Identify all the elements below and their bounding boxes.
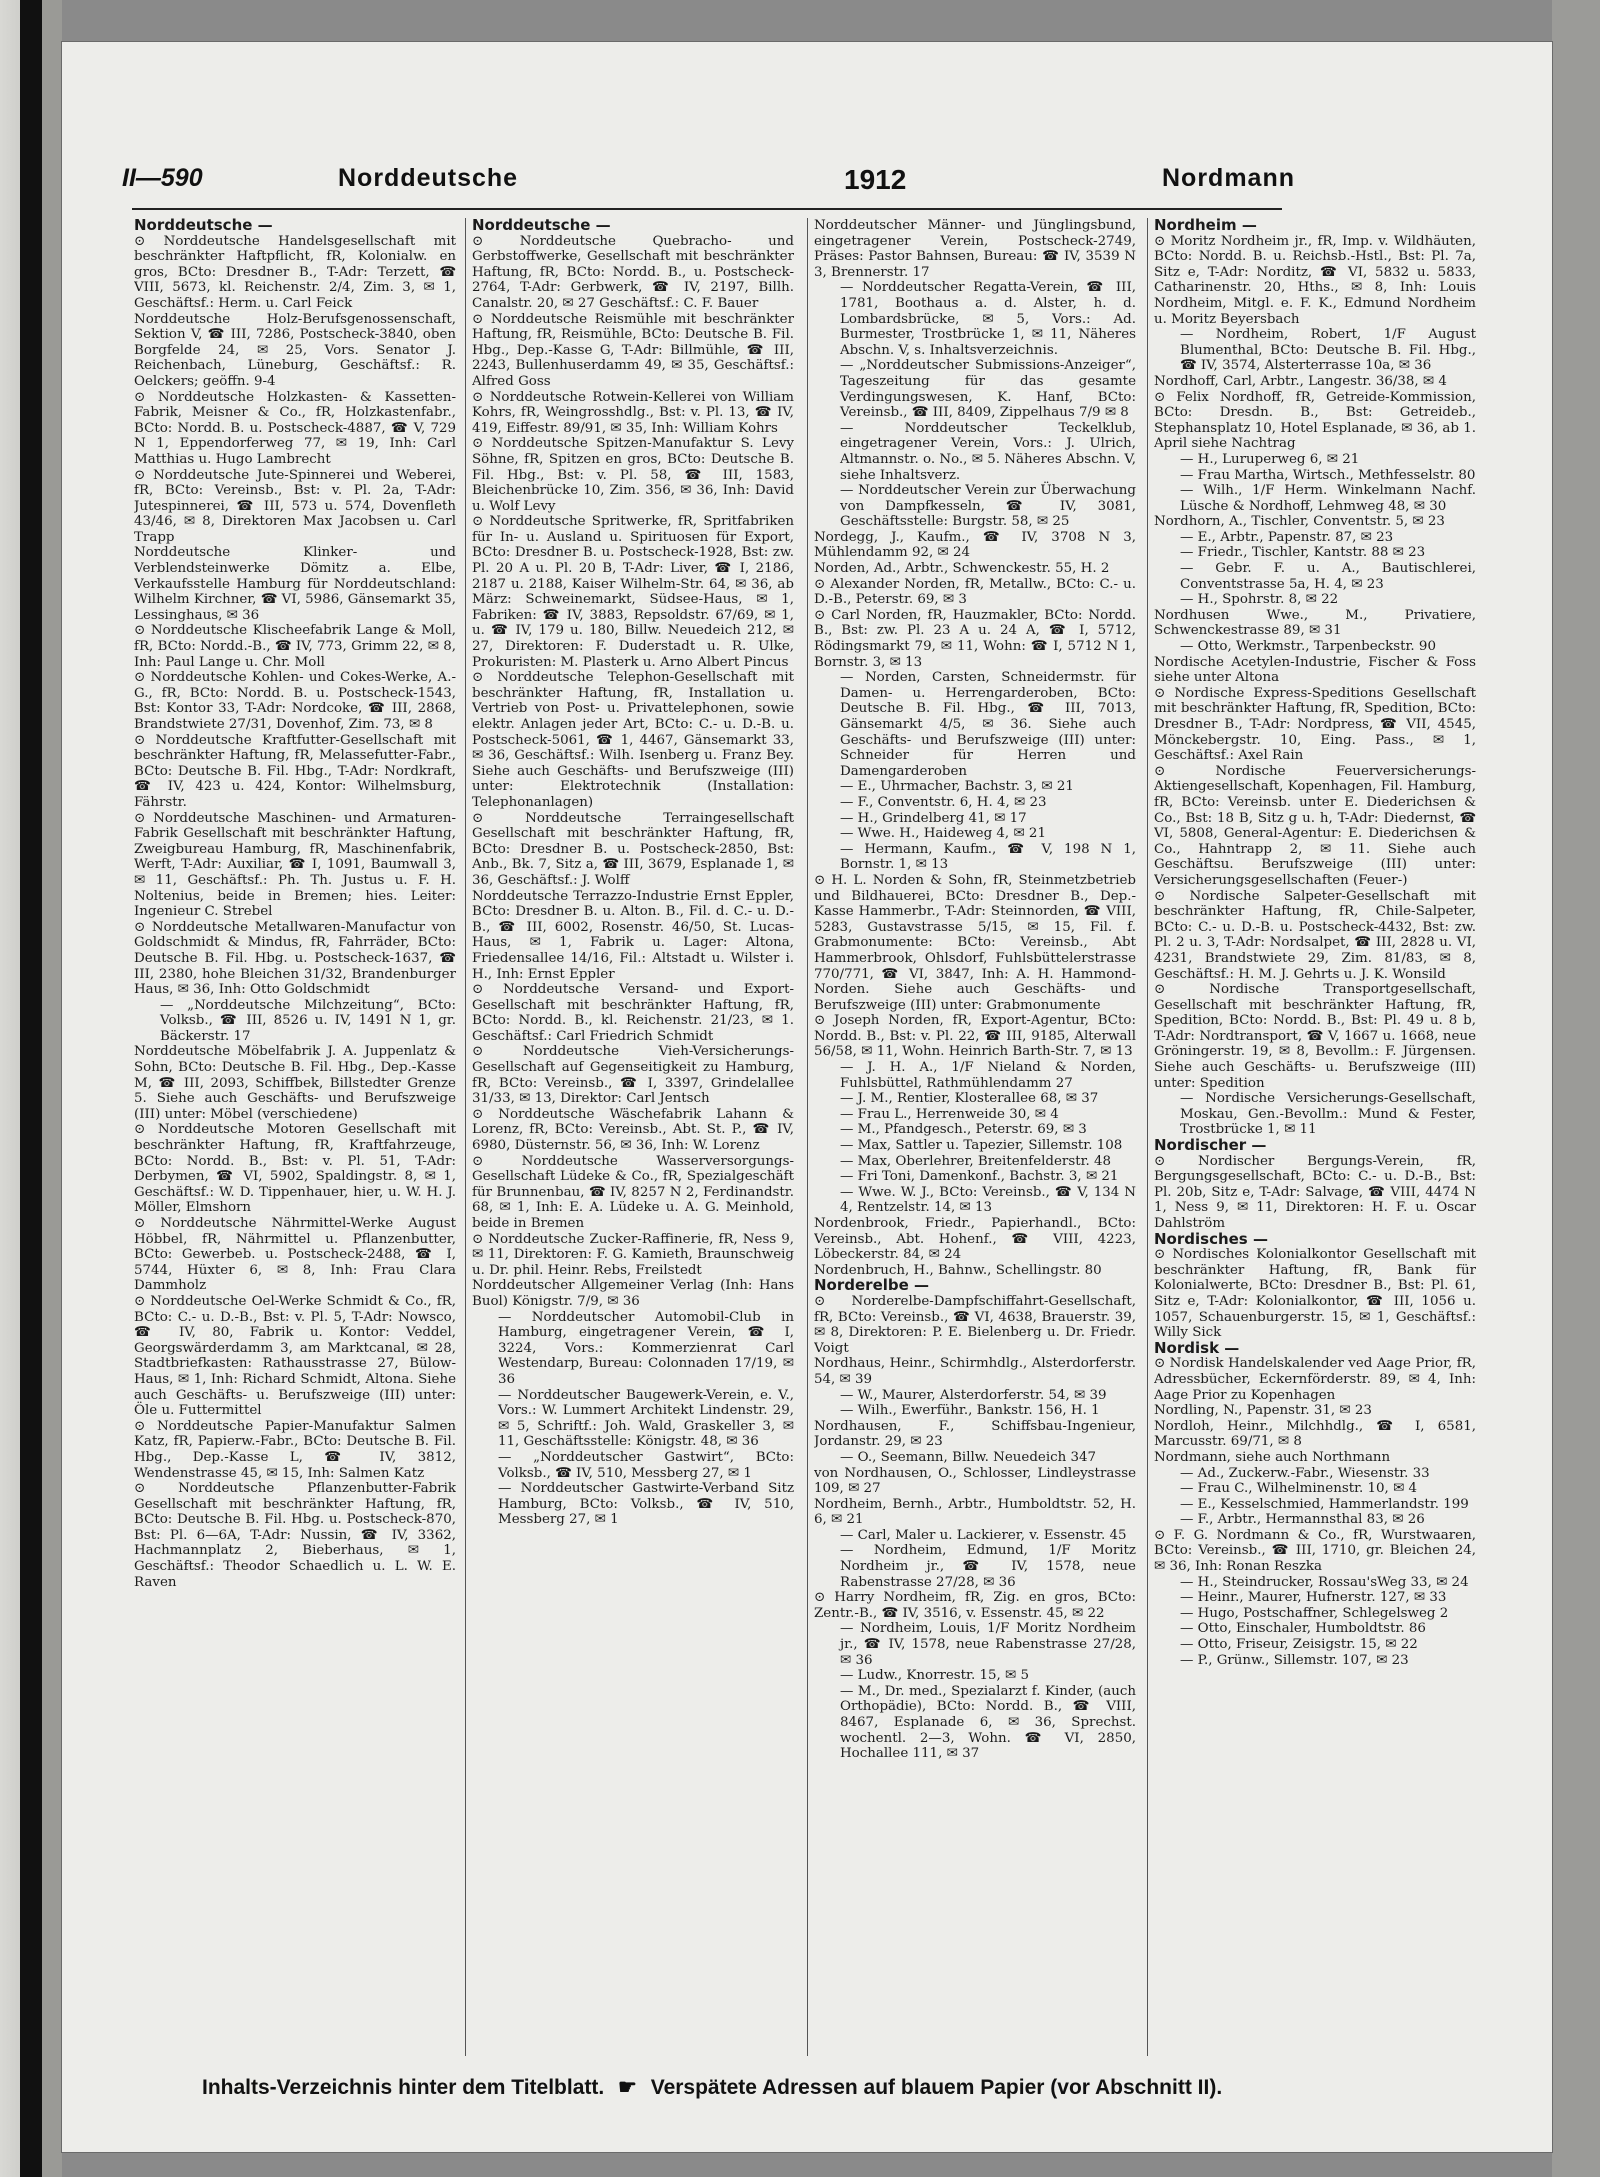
directory-entry: Nordisk — (1154, 1338, 1240, 1357)
column-4 (1154, 218, 1476, 2056)
directory-entry: Nordegg, J., Kaufm., ☎ IV, 3708 N 3, Mühlendamm 92, ✉ 24 (814, 529, 1136, 561)
scan-right-edge (1552, 0, 1600, 2177)
directory-entry: ⊙ Norddeutsche Wasserversorgungs-Gesellschaft Lüdeke & Co., fR, Spezialgeschäft für Brunnenbau, ☎ IV, 8257 N 2, Ferdinandstr. 68, ✉ 1, Inh: E. A. Lüdeke u. A. G. Meinhold, beide in Bremen (472, 1153, 794, 1231)
directory-entry: — „Norddeutscher Submissions-Anzeiger“, Tageszeitung für das gesamte Verdingungswesen, K. Hanf, BCto: Vereinsb., ☎ III, 8409, Zippelhaus 7/9 ✉ 8 (840, 358, 1136, 421)
directory-entry: ⊙ Norddeutsche Pflanzenbutter-Fabrik Gesellschaft mit beschränkter Haftung, fR, BCto: Deutsche B. Fil. Hbg. u. Postscheck-870, Bst: Pl. 6—6A, T-Adr: Nussin, ☎ IV, 3362, Hachmannplatz 2, Bieberhaus, ✉ 1, Geschäftsf.: Theodor Schaedlich u. L. W. E. Raven (134, 1481, 456, 1590)
directory-entry: — Carl, Maler u. Lackierer, v. Essenstr. 45 (840, 1527, 1127, 1543)
directory-entry: — Norddeutscher Gastwirte-Verband Sitz Hamburg, BCto: Volksb., ☎ IV, 510, Messberg 27, ✉ 1 (498, 1481, 794, 1528)
directory-entry: ⊙ Norddeutsche Kohlen- und Cokes-Werke, A.-G., fR, BCto: Nordd. B. u. Postscheck-1543, Bst: Kontor 33, T-Adr: Nordcoke, ☎ III, 2868, Brandstwiete 27/31, Dovenhof, Zim. 73, ✉ 8 (134, 670, 456, 732)
directory-entry: ⊙ Norddeutsche Rotwein-Kellerei von William Kohrs, fR, Weingrosshdlg., Bst: v. Pl. 13, ☎ IV, 419, Eiffestr. 89/91, ✉ 35, Inh: William Kohrs (472, 389, 794, 436)
directory-entry: Nordhaus, Heinr., Schirmhdlg., Alsterdorferstr. 54, ✉ 39 (814, 1356, 1136, 1387)
directory-entry: — Norddeutscher Verein zur Überwachung von Dampfkesseln, ☎ IV, 3081, Geschäftsstelle: Burgstr. 58, ✉ 25 (840, 483, 1136, 530)
directory-entry: Nordenbruch, H., Bahnw., Schellingstr. 80 (814, 1262, 1102, 1278)
directory-entry: — Otto, Einschaler, Humboldtstr. 86 (1180, 1621, 1426, 1637)
directory-entry: — Wwe. W. J., BCto: Vereinsb., ☎ V, 134 N 4, Rentzelstr. 14, ✉ 13 (840, 1184, 1136, 1216)
column-3 (814, 218, 1136, 2056)
directory-entry: Nordmann, siehe auch Northmann (1154, 1449, 1391, 1465)
directory-entry: Norderelbe — (814, 1276, 930, 1295)
directory-entry: ⊙ Norddeutsche Zucker-Raffinerie, fR, Ness 9, ✉ 11, Direktoren: F. G. Kamieth, Braunschweig u. Dr. phil. Heinr. Rebs, Freilstedt (472, 1231, 794, 1278)
directory-entry: — Wilh., Ewerführ., Bankstr. 156, H. 1 (840, 1403, 1100, 1419)
directory-entry: ⊙ Carl Norden, fR, Hauzmakler, BCto: Nordd. B., Bst: zw. Pl. 23 A u. 24 A, ☎ I, 5712, Rödingsmarkt 79, ✉ 11, Wohn: ☎ I, 5712 N 1, Bornstr. 3, ✉ 13 (814, 607, 1136, 670)
directory-entry: — H., Luruperweg 6, ✉ 21 (1180, 451, 1360, 467)
directory-entry: von Nordhausen, O., Schlosser, Lindleystrasse 109, ✉ 27 (814, 1465, 1136, 1497)
directory-entry: ⊙ Norddeutsche Spitzen-Manufaktur S. Levy Söhne, fR, Spitzen en gros, BCto: Deutsche B. Fil. Hbg., Bst: v. Pl. 58, ☎ III, 1583, Bleichenbrücke 10, Zim. 356, ✉ 36, Inh: David u. Wolf Levy (472, 436, 794, 514)
directory-entry: Nordischer — (1154, 1136, 1267, 1155)
directory-entry: — Norden, Carsten, Schneidermstr. für Damen- u. Herrengarderoben, BCto: Deutsche B. Fil. Hbg., ☎ III, 7013, Gänsemarkt 4/5, ✉ 36. Siehe auch Geschäfts- und Berufszweige (III) unter: Schneider für Herren und Damengarderoben (840, 670, 1136, 779)
directory-entry: — J. M., Rentier, Klosterallee 68, ✉ 37 (840, 1091, 1099, 1107)
directory-entry: ⊙ Nordische Express-Speditions Gesellschaft mit beschränkter Haftung, fR, Spedition, BCto: Dresdner B., T-Adr: Nordpress, ☎ VII, 4545, Mönckebergstr. 10, Eing. Pass., ✉ 1, Geschäftsf.: Axel Rain (1154, 685, 1476, 764)
column-divider (807, 218, 808, 2056)
directory-entry: ⊙ Norddeutsche Metallwaren-Manufactur von Goldschmidt & Mindus, fR, Fahrräder, BCto: Deutsche B. Fil. Hbg. u. Postscheck-1637, ☎ III, 2380, hohe Bleichen 31/32, Brandenburger Haus, ✉ 36, Inh: Otto Goldschmidt (134, 919, 456, 998)
directory-entry: ⊙ Norddeutsche Oel-Werke Schmidt & Co., fR, BCto: C.- u. D.-B., Bst: v. Pl. 5, T-Adr: Nowsco, ☎ IV, 80, Fabrik u. Kontor: Veddel, Georgswärderdamm 3, am Marktcanal, ✉ 28, Stadtbriefkasten: Rathausstrasse 27, Bülow-Haus, ✉ 1, Inh: Richard Schmidt, Altona. Siehe auch Geschäfts- u. Berufszweige (III) unter: Öle u. Futtermittel (134, 1293, 456, 1419)
directory-entry: — F., Conventstr. 6, H. 4, ✉ 23 (840, 794, 1047, 810)
directory-entry: — Ludw., Knorrestr. 15, ✉ 5 (840, 1668, 1030, 1684)
directory-entry: ⊙ Norddeutsche Maschinen- und Armaturen-Fabrik Gesellschaft mit beschränkter Haftung, Zweigbureau Hamburg, fR, Maschinenfabrik, Werft, T-Adr: Auxiliar, ☎ I, 1091, Baumwall 3, ✉ 11, Geschäftsf.: Ph. Th. Justus u. F. H. Noltenius, beide in Bremen; hies. Leiter: Ingenieur C. Strebel (134, 810, 456, 920)
directory-entry: — Max, Sattler u. Tapezier, Sillemstr. 108 (840, 1138, 1123, 1154)
directory-entry: — H., Steindrucker, Rossau'sWeg 33, ✉ 24 (1180, 1574, 1469, 1590)
directory-entry: ⊙ Norddeutsche Spritwerke, fR, Spritfabriken für In- u. Ausland u. Spirituosen für Export, BCto: Dresdner B. u. Postscheck-1928, Bst: zw. Pl. 20 A u. Pl. 20 B, T-Adr: Liver, ☎ I, 2186, 2187 u. 2188, Kaiser Wilhelm-Str. 64, ✉ 36, ab März: Schweinemarkt, Südsee-Haus, ✉ 1, Fabriken: ☎ IV, 3883, Repsoldstr. 67/69, ✉ 1, u. ☎ IV, 179 u. 180, Billw. Neuedeich 212, ✉ 27, Direktoren: F. Duderstadt u. R. Ulke, Prokuristen: M. Plasterk u. Arno Albert Pincus (472, 514, 794, 670)
directory-entry: Nordheim, Bernh., Arbtr., Humboldtstr. 52, H. 6, ✉ 21 (814, 1496, 1136, 1528)
directory-entry: ⊙ Nordische Feuerversicherungs-Aktiengesellschaft, Kopenhagen, Fil. Hamburg, fR, BCto: Vereinsb. unter E. Diederichsen & Co., Bst: 18 B, Sitz g u. h, T-Adr: Diedernst, ☎ VI, 5808, General-Agentur: E. Diederichsen & Co., Hahntrapp 2, ✉ 11. Siehe auch Geschäftsu. Berufszweige (III) unter: Versicherungsgesellschaften (Feuer-) (1154, 763, 1476, 888)
page-footer (202, 2075, 1302, 2105)
header-rule (132, 208, 1282, 210)
directory-entry: — Nordheim, Robert, 1/F August Blumenthal, BCto: Deutsche B. Fil. Hbg., ☎ IV, 3574, Alsterterrasse 10a, ✉ 36 (1180, 327, 1476, 374)
column-divider (465, 218, 466, 2056)
directory-entry: Norddeutsche — (134, 218, 273, 234)
column-divider (1147, 218, 1148, 2056)
column-1 (134, 218, 456, 2056)
directory-entry: Nordhoff, Carl, Arbtr., Langestr. 36/38, ✉ 4 (1154, 373, 1447, 389)
directory-entry: — Norddeutscher Regatta-Verein, ☎ III, 1781, Boothaus a. d. Alster, h. d. Lombardsbrücke, ✉ 5, Vors.: Ad. Burmester, Trostbrücke 1, ✉ 11, Näheres Abschn. V, s. Inhaltsverzeichnis. (840, 280, 1136, 358)
directory-entry: Norddeutsche Möbelfabrik J. A. Juppenlatz & Sohn, BCto: Deutsche B. Fil. Hbg., Dep.-Kasse M, ☎ III, 2093, Schiffbek, Billstedter Grenze 5. Siehe auch Geschäfts- und Berufszweige (III) unter: Möbel (verschiedene) (134, 1044, 456, 1122)
directory-entry: — „Norddeutscher Gastwirt“, BCto: Volksb., ☎ IV, 510, Messberg 27, ✉ 1 (498, 1449, 794, 1481)
directory-entry: — E., Kesselschmied, Hammerlandstr. 199 (1180, 1496, 1469, 1512)
directory-entry: — „Norddeutsche Milchzeitung“, BCto: Volksb., ☎ III, 8526 u. IV, 1491 N 1, gr. Bäckerstr. 17 (160, 997, 456, 1044)
directory-entry: ⊙ Norddeutsche Telephon-Gesellschaft mit beschränkter Haftung, fR, Installation u. Vertrieb von Post- u. Privattelephonen, sowie elektr. Anlagen jeder Art, BCto: C.- u. D.-B. u. Postscheck-5061, ☎ 1, 4467, Gänsemarkt 33, ✉ 36, Geschäftsf.: Wilh. Isenberg u. Franz Bey. Siehe auch Geschäfts- und Berufszweige (III) unter: Elektrotechnik (Installation: Telephonanlagen) (472, 670, 794, 810)
directory-entry: ⊙ Norddeutsche Wäschefabrik Lahann & Lorenz, fR, BCto: Vereinsb., Abt. St. P., ☎ IV, 6980, Düsternstr. 56, ✉ 36, Inh: W. Lorenz (472, 1106, 794, 1154)
first-entry-heading: Norddeutsche (338, 164, 519, 192)
directory-entry: Nordhausen, F., Schiffsbau-Ingenieur, Jordanstr. 29, ✉ 23 (814, 1418, 1136, 1450)
page-header (122, 164, 1295, 202)
page-number: II—590 (122, 164, 203, 192)
directory-entry: — Hugo, Postschaffner, Schlegelsweg 2 (1180, 1605, 1449, 1621)
directory-entry: — Nordische Versicherungs-Gesellschaft, Moskau, Gen.-Bevollm.: Mund & Fester, Trostbrücke 1, ✉ 11 (1180, 1091, 1476, 1138)
directory-entry: ⊙ Norderelbe-Dampfschiffahrt-Gesellschaft, fR, BCto: Vereinsb., ☎ VI, 4638, Brauerstr. 39, ✉ 8, Direktoren: P. E. Bielenberg u. Dr. Friedr. Voigt (814, 1293, 1136, 1356)
directory-entry: ⊙ Nordische Transportgesellschaft, Gesellschaft mit beschränkter Haftung, fR, Spedition, BCto: Nordd. B., Bst: Pl. 49 u. 8 b, T-Adr: Nordtransport, ☎ V, 1667 u. 1668, neue Gröningerstr. 19, ✉ 8, Bevollm.: F. Jürgensen. Siehe auch Geschäfts- u. Berufszweige (III) unter: Spedition (1154, 982, 1476, 1091)
directory-entry: ⊙ Norddeutsche Terraingesellschaft Gesellschaft mit beschränkter Haftung, fR, BCto: Dresdner B. u. Postscheck-2850, Bst: Anb., Bk. 7, Sitz a, ☎ III, 3679, Esplanade 1, ✉ 36, Geschäftsf.: J. Wolff (472, 810, 794, 888)
directory-entry: — Wwe. H., Haideweg 4, ✉ 21 (840, 826, 1046, 842)
directory-entry: — Ad., Zuckerw.-Fabr., Wiesenstr. 33 (1180, 1465, 1430, 1481)
directory-entry: ⊙ Joseph Norden, fR, Export-Agentur, BCto: Nordd. B., Bst: v. Pl. 22, ☎ III, 9185, Alterwall 56/58, ✉ 11, Wohn. Heinrich Barth-Str. 7, ✉ 13 (814, 1013, 1136, 1060)
directory-entry: ⊙ Norddeutsche Kraftfutter-Gesellschaft mit beschränkter Haftung, fR, Melassefutter-Fabr., BCto: Deutsche B. Fil. Hbg., T-Adr: Nordkraft, ☎ IV, 423 u. 424, Kontor: Wilhelmsburg, Fährstr. (134, 732, 456, 810)
directory-entry: — Hermann, Kaufm., ☎ V, 198 N 1, Bornstr. 1, ✉ 13 (840, 841, 1136, 873)
directory-entry: Norddeutsche Klinker- und Verblendsteinwerke Dömitz a. Elbe, Verkaufsstelle Hamburg für Norddeutschland: Wilhelm Kirchner, ☎ VI, 5986, Gänsemarkt 35, Lessinghaus, ✉ 36 (134, 545, 456, 623)
directory-entry: Nordling, N., Papenstr. 31, ✉ 23 (1154, 1403, 1372, 1419)
directory-entry: Nordloh, Heinr., Milchhdlg., ☎ I, 6581, Marcusstr. 69/71, ✉ 8 (1154, 1418, 1476, 1450)
directory-entry: — Heinr., Maurer, Hufnerstr. 127, ✉ 33 (1180, 1590, 1447, 1606)
directory-entry: ⊙ Norddeutsche Vieh-Versicherungs-Gesellschaft auf Gegenseitigkeit zu Hamburg, fR, BCto: Vereinsb., ☎ I, 3397, Grindelallee 31/33, ✉ 13, Direktor: Carl Jentsch (472, 1044, 794, 1107)
directory-entry: ⊙ Nordischer Bergungs-Verein, fR, Bergungsgesellschaft, BCto: C.- u. D.-B., Bst: Pl. 20b, Sitz e, T-Adr: Salvage, ☎ VIII, 4474 N 1, Ness 9, ✉ 11, Direktoren: H. F. u. Oscar Dahlström (1154, 1153, 1476, 1231)
directory-entry: ⊙ Felix Nordhoff, fR, Getreide-Kommission, BCto: Dresdn. B., Bst: Getreideb., Stephansplatz 10, Hotel Esplanade, ✉ 36, ab 1. April siehe Nachtrag (1154, 389, 1476, 452)
directory-entry: ⊙ Norddeutsche Jute-Spinnerei und Weberei, fR, BCto: Vereinsb., Bst: v. Pl. 2a, T-Adr: Jutespinnerei, ☎ III, 573 u. 574, Dovenfleth 43/46, ✉ 8, Direktoren Max Jacobsen u. Carl Trapp (134, 467, 456, 545)
directory-entry: — Frau Martha, Wirtsch., Methfesselstr. 80 (1180, 467, 1476, 483)
footer-late-addresses-note: Verspätete Adressen auf blauem Papier (vor Abschnitt II). (650, 2076, 1223, 2099)
directory-entry: ⊙ Nordische Salpeter-Gesellschaft mit beschränkter Haftung, fR, Chile-Salpeter, BCto: C.- u. D.-B. u. Postscheck-4432, Bst: zw. Pl. 2 u. 3, T-Adr: Nordsalpet, ☎ III, 2828 u. VI, 4231, Brandstwiete 29, Zim. 81/83, ✉ 8, Geschäftsf.: H. M. J. Gehrts u. J. K. Wonsild (1154, 888, 1476, 982)
footer-index-note: Inhalts-Verzeichnis hinter dem Titelblatt. (202, 2076, 605, 2099)
directory-entry: — Norddeutscher Baugewerk-Verein, e. V., Vors.: W. Lummert Architekt Lindenstr. 29, ✉ 5, Schriftf.: Joh. Wald, Graskeller 3, ✉ 11, Geschäftsstelle: Königstr. 48, ✉ 36 (498, 1387, 794, 1450)
pointing-hand-icon: ☛ (618, 2076, 637, 2099)
directory-entry: Nordische Acetylen-Industrie, Fischer & Foss siehe unter Altona (1154, 654, 1476, 686)
directory-entry: ⊙ Harry Nordheim, fR, Zig. en gros, BCto: Zentr.-B., ☎ IV, 3516, v. Essenstr. 45, ✉ 22 (814, 1590, 1136, 1621)
directory-entry: Norddeutscher Männer- und Jünglingsbund, eingetragener Verein, Postscheck-2749, Präses: Pastor Bahnsen, Bureau: ☎ IV, 3539 N 3, Brennerstr. 17 (814, 218, 1136, 280)
scan-left-edge (0, 0, 62, 2177)
directory-entry: — E., Arbtr., Papenstr. 87, ✉ 23 (1180, 529, 1394, 545)
directory-entry: — Gebr. F. u. A., Bautischlerei, Conventstrasse 5a, H. 4, ✉ 23 (1180, 561, 1476, 592)
directory-entry: Nordisches — (1154, 1229, 1268, 1248)
directory-entry: — Nordheim, Louis, 1/F Moritz Nordheim jr., ☎ IV, 1578, neue Rabenstrasse 27/28, ✉ 36 (840, 1621, 1136, 1668)
directory-entry: — H., Spohrstr. 8, ✉ 22 (1180, 592, 1339, 608)
directory-entry: ⊙ Norddeutsche Versand- und Export-Gesellschaft mit beschränkter Haftung, fR, BCto: Nordd. B., kl. Reichenstr. 21/23, ✉ 1. Geschäftsf.: Carl Friedrich Schmidt (472, 982, 794, 1044)
directory-entry: Norddeutsche — (472, 218, 611, 234)
directory-entry: — H., Grindelberg 41, ✉ 17 (840, 810, 1027, 826)
directory-entry: Nordhorn, A., Tischler, Conventstr. 5, ✉ 23 (1154, 514, 1445, 530)
directory-entry: ⊙ H. L. Norden & Sohn, fR, Steinmetzbetrieb und Bildhauerei, BCto: Dresdner B., Dep.-Kasse Hammerbr., T-Adr: Steinnorden, ☎ VIII, 5283, Gustavstrasse 5/15, ✉ 15, Fil. f. Grabmonumente: BCto: Vereinsb., Abt Hammerbrook, Ohlsdorf, Fuhlsbüttelerstrasse 770/771, ☎ VI, 3847, Inh: A. H. Hammond-Norden. Siehe auch Geschäfts- und Berufszweige (III) unter: Grabmonumente (814, 872, 1136, 1013)
directory-entry: ⊙ Nordisches Kolonialkontor Gesellschaft mit beschränkter Haftung, fR, Bank für Kolonialwerte, BCto: Dresdner B., Bst: Pl. 61, Sitz e, T-Adr: Kolonialkontor, ☎ III, 1056 u. 1057, Schauenburgerstr. 15, ✉ 1, Geschäftsf.: Willy Sick (1154, 1247, 1476, 1341)
directory-entry: Norddeutscher Allgemeiner Verlag (Inh: Hans Buol) Königstr. 7/9, ✉ 36 (472, 1278, 794, 1309)
directory-entry: — J. H. A., 1/F Nieland & Norden, Fuhlsbüttel, Rathmühlendamm 27 (840, 1060, 1136, 1091)
directory-entry: ⊙ Norddeutsche Handelsgesellschaft mit beschränkter Haftpflicht, fR, Kolonialw. en gros, BCto: Dresdner B., T-Adr: Terzett, ☎ VIII, 5673, kl. Reichenstr. 2/4, Zim. 3, ✉ 1, Geschäftsf.: Herm. u. Carl Feick (134, 233, 456, 311)
directory-page (62, 42, 1552, 2152)
directory-entry: ⊙ Norddeutsche Nährmittel-Werke August Höbbel, fR, Nährmittel u. Pflanzenbutter, BCto: Gewerbeb. u. Postscheck-2488, ☎ I, 5744, Hüxter 6, ✉ 8, Inh: Frau Clara Dammholz (134, 1216, 456, 1294)
directory-entry: Norddeutsche Terrazzo-Industrie Ernst Eppler, BCto: Dresdner B. u. Alton. B., Fil. d. C.- u. D.-B., ☎ III, 6002, Rosenstr. 46/50, St. Lucas-Haus, ✉ 1, Fabrik u. Lager: Altona, Friedensallee 14/16, Fil.: Altstadt u. Wilster i. H., Inh: Ernst Eppler (472, 888, 794, 982)
directory-entry: — M., Pfandgesch., Peterstr. 69, ✉ 3 (840, 1122, 1087, 1138)
directory-entry: Norden, Ad., Arbtr., Schwenckestr. 55, H. 2 (814, 561, 1110, 577)
directory-entry: — F., Arbtr., Hermannsthal 83, ✉ 26 (1180, 1512, 1425, 1528)
directory-entry: Nordheim — (1154, 218, 1257, 234)
directory-entry: — E., Uhrmacher, Bachstr. 3, ✉ 21 (840, 779, 1074, 795)
directory-entry: — O., Seemann, Billw. Neuedeich 347 (840, 1449, 1097, 1465)
directory-entry: — Otto, Friseur, Zeisigstr. 15, ✉ 22 (1180, 1637, 1418, 1653)
directory-entry: ⊙ Nordisk Handelskalender ved Aage Prior, fR, Adressbücher, Eckernförderstr. 89, ✉ 4, Inh: Aage Prior zu Kopenhagen (1154, 1356, 1476, 1403)
directory-entry: — Frau L., Herrenweide 30, ✉ 4 (840, 1106, 1059, 1122)
column-2 (472, 218, 794, 2056)
directory-entry: ⊙ Norddeutsche Reismühle mit beschränkter Haftung, fR, Reismühle, BCto: Deutsche B. Fil. Hbg., Dep.-Kasse G, T-Adr: Billmühle, ☎ III, 2243, Bullenhuserdamm 49, ✉ 35, Geschäftsf.: Alfred Goss (472, 311, 794, 389)
directory-entry: — W., Maurer, Alsterdorferstr. 54, ✉ 39 (840, 1387, 1107, 1403)
directory-entry: ⊙ Moritz Nordheim jr., fR, Imp. v. Wildhäuten, BCto: Nordd. B. u. Reichsb.-Hstl., Bst: Pl. 7a, Sitz e, T-Adr: Norditz, ☎ VI, 5832 u. 5833, Catharinenstr. 20, Hths., ✉ 8, Inh: Louis Nordheim, Mitgl. e. F. K., Edmund Nordheim u. Moritz Beyersbach (1154, 233, 1476, 327)
directory-entry: ⊙ Alexander Norden, fR, Metallw., BCto: C.- u. D.-B., Peterstr. 69, ✉ 3 (814, 576, 1136, 608)
directory-entry: ⊙ Norddeutsche Quebracho- und Gerbstoffwerke, Gesellschaft mit beschränkter Haftung, fR, BCto: Nordd. B., u. Postscheck-2764, T-Adr: Gerbwerk, ☎ IV, 2197, Billh. Canalstr. 20, ✉ 27 Geschäftsf.: C. F. Bauer (472, 233, 794, 311)
directory-entry: ⊙ Norddeutsche Klischeefabrik Lange & Moll, fR, BCto: Nordd.-B., ☎ IV, 773, Grimm 22, ✉ 8, Inh: Paul Lange u. Chr. Moll (134, 623, 456, 670)
directory-entry: Norddeutsche Holz-Berufsgenossenschaft, Sektion V, ☎ III, 7286, Postscheck-3840, oben Borgfelde 24, ✉ 25, Vors. Senator J. Reichenbach, Lüneburg, Geschäftsf.: R. Oelckers; geöffn. 9-4 (134, 311, 456, 389)
directory-entry: — Norddeutscher Teckelklub, eingetragener Verein, Vors.: J. Ulrich, Altmannstr. o. No., ✉ 5. Näheres Abschn. V, siehe Inhaltsverz. (840, 420, 1136, 483)
directory-entry: — Norddeutscher Automobil-Club in Hamburg, eingetragener Verein, ☎ I, 3224, Vors.: Kommerzienrat Carl Westendarp, Bureau: Colonnaden 17/19, ✉ 36 (498, 1309, 794, 1387)
directory-entry: Nordenbrook, Friedr., Papierhandl., BCto: Vereinsb., Abt. Hohenf., ☎ VIII, 4223, Löbeckerstr. 84, ✉ 24 (814, 1216, 1136, 1263)
directory-entry: — Otto, Werkmstr., Tarpenbeckstr. 90 (1180, 639, 1436, 655)
directory-entry: ⊙ Norddeutsche Holzkasten- & Kassetten-Fabrik, Meisner & Co., fR, Holzkastenfabr., BCto: Nordd. B. u. Postscheck-4887, ☎ V, 729 N 1, Eppendorferweg 77, ✉ 19, Inh: Carl Matthias u. Hugo Lambrecht (134, 389, 456, 467)
directory-entry: Nordhusen Wwe., M., Privatiere, Schwenckestrasse 89, ✉ 31 (1154, 607, 1476, 639)
directory-entry: — Nordheim, Edmund, 1/F Moritz Nordheim jr., ☎ IV, 1578, neue Rabenstrasse 27/28, ✉ 36 (840, 1543, 1136, 1590)
directory-entry: — Friedr., Tischler, Kantstr. 88 ✉ 23 (1180, 545, 1426, 561)
last-entry-heading: Nordmann (1162, 164, 1295, 192)
directory-entry: — Fri Toni, Damenkonf., Bachstr. 3, ✉ 21 (840, 1169, 1119, 1185)
directory-entry: — Wilh., 1/F Herm. Winkelmann Nachf. Lüsche & Nordhoff, Lehmweg 48, ✉ 30 (1180, 483, 1476, 514)
directory-entry: — P., Grünw., Sillemstr. 107, ✉ 23 (1180, 1652, 1409, 1668)
directory-entry: — Max, Oberlehrer, Breitenfelderstr. 48 (840, 1153, 1112, 1169)
year-heading: 1912 (844, 164, 907, 195)
directory-entry: — Frau C., Wilhelminenstr. 10, ✉ 4 (1180, 1481, 1418, 1497)
directory-entry: — M., Dr. med., Spezialarzt f. Kinder, (auch Orthopädie), BCto: Nordd. B., ☎ VIII, 8467, Esplanade 6, ✉ 36, Sprechst. wochentl. 2—3, Wohn. ☎ VI, 2850, Hochallee 111, ✉ 37 (840, 1683, 1136, 1762)
directory-entry: ⊙ Norddeutsche Motoren Gesellschaft mit beschränkter Haftung, fR, Kraftfahrzeuge, BCto: Nordd. B., Bst: v. Pl. 51, T-Adr: Derbymen, ☎ VI, 5902, Spaldingstr. 8, ✉ 1, Geschäftsf.: W. D. Tippenhauer, hier, u. W. H. J. Möller, Elmshorn (134, 1122, 456, 1216)
directory-entry: ⊙ F. G. Nordmann & Co., fR, Wurstwaaren, BCto: Vereinsb., ☎ III, 1710, gr. Bleichen 24, ✉ 36, Inh: Ronan Reszka (1154, 1527, 1476, 1575)
directory-entry: ⊙ Norddeutsche Papier-Manufaktur Salmen Katz, fR, Papierw.-Fabr., BCto: Deutsche B. Fil. Hbg., Dep.-Kasse L, ☎ IV, 3812, Wendenstrasse 45, ✉ 15, Inh: Salmen Katz (134, 1418, 456, 1481)
